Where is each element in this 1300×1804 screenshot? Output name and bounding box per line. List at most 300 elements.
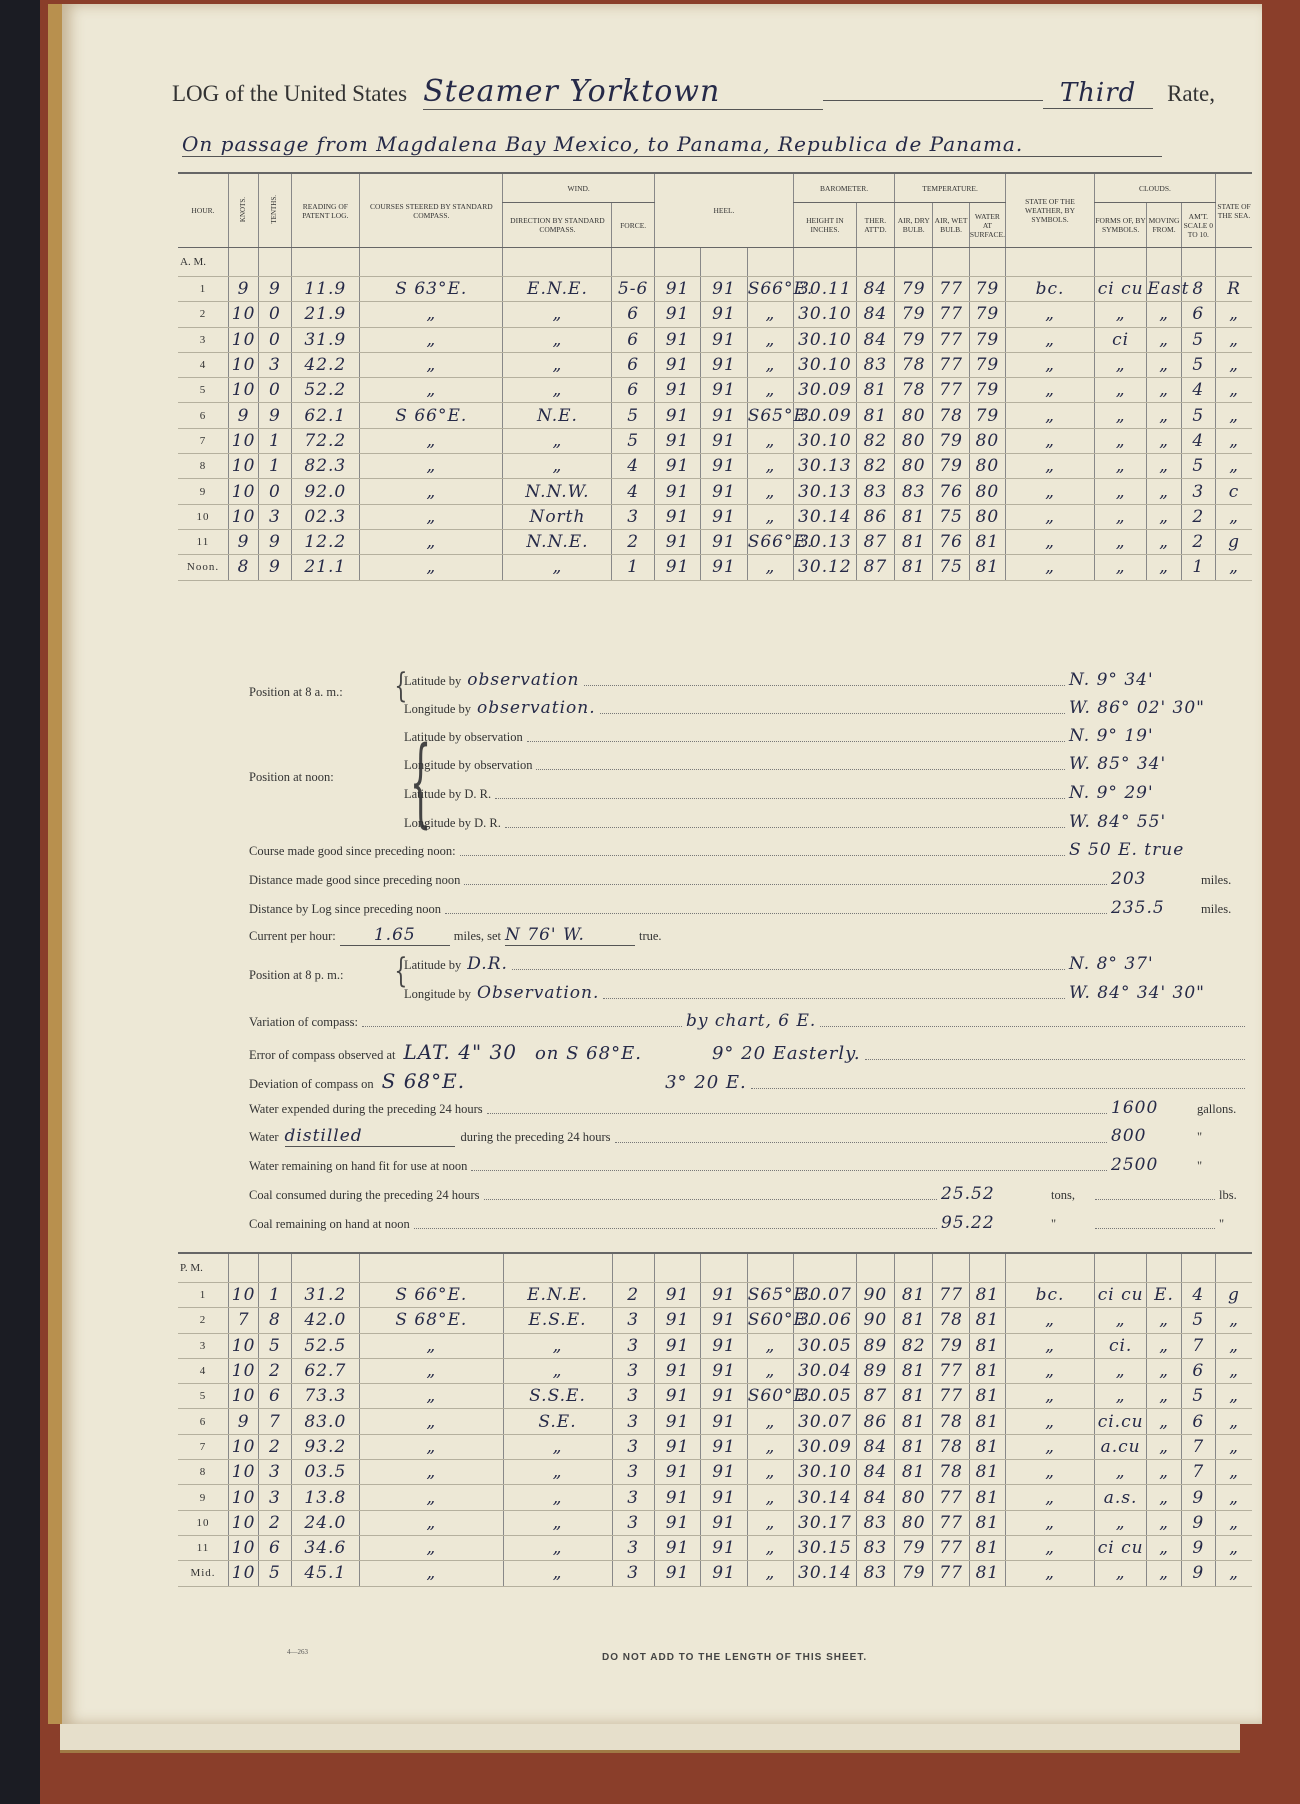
cell-cloud-moving: „ bbox=[1147, 378, 1181, 403]
cell-barometer-ther: 86 bbox=[856, 504, 894, 529]
lat-obs-value: N. 9° 19' bbox=[1069, 726, 1154, 746]
current-label: Current per hour: bbox=[249, 929, 336, 943]
cell-air-wet: 79 bbox=[933, 1333, 969, 1358]
deviation-on: S 68°E. bbox=[381, 1069, 466, 1093]
cell-patent-log: 83.0 bbox=[291, 1409, 360, 1434]
cell-air-dry: 80 bbox=[895, 403, 933, 428]
cell-heel-2: 91 bbox=[701, 277, 747, 302]
cell-air-dry: 79 bbox=[895, 327, 933, 352]
cell-cloud-moving: East bbox=[1147, 277, 1181, 302]
col-weather: STATE OF THE WEATHER, BY SYMBOLS. bbox=[1006, 173, 1095, 248]
cell-hour: 6 bbox=[178, 1409, 228, 1434]
cell-patent-log: 31.9 bbox=[291, 327, 360, 352]
cell-heel-2: 91 bbox=[701, 403, 747, 428]
cell-cloud-amount: 2 bbox=[1181, 529, 1215, 554]
cell-heel-1: 91 bbox=[654, 1535, 700, 1560]
cell-heel-1: 91 bbox=[654, 327, 700, 352]
cell-wind-force: 5-6 bbox=[612, 277, 654, 302]
cell-hour: 1 bbox=[178, 1283, 228, 1308]
cell-cloud-forms: ci cu bbox=[1094, 1535, 1146, 1560]
form-number: 4—263 bbox=[287, 1648, 308, 1656]
cell-hour: Mid. bbox=[178, 1561, 228, 1586]
cell-weather: „ bbox=[1006, 504, 1095, 529]
col-hour: HOUR. bbox=[178, 173, 228, 248]
cell-tenths: 2 bbox=[259, 1434, 291, 1459]
cell-barometer-height: 30.10 bbox=[794, 302, 857, 327]
cell-air-wet: 75 bbox=[933, 504, 969, 529]
cell-heel-2: 91 bbox=[701, 302, 747, 327]
cell-wind-direction: „ bbox=[503, 1434, 612, 1459]
cell-tenths: 6 bbox=[259, 1384, 291, 1409]
cell-heel-3: „ bbox=[747, 1434, 793, 1459]
cell-weather: „ bbox=[1006, 1358, 1095, 1383]
variation-label: Variation of compass: bbox=[249, 1015, 359, 1029]
cell-cloud-forms: ci cu bbox=[1094, 1283, 1146, 1308]
lat-obs-label: Latitude by observation bbox=[404, 730, 523, 744]
cell-knots: 9 bbox=[228, 277, 258, 302]
cell-hour: 7 bbox=[178, 428, 228, 453]
cell-water-temp: 79 bbox=[969, 403, 1005, 428]
cell-air-wet: 77 bbox=[933, 1561, 969, 1586]
log-row bbox=[178, 1535, 1252, 1560]
pm-label: P. M. bbox=[178, 1253, 228, 1283]
cell-air-dry: 79 bbox=[895, 1535, 933, 1560]
cell-knots: 10 bbox=[228, 302, 258, 327]
cell-wind-direction: E.N.E. bbox=[503, 1283, 612, 1308]
lon-dr-label: Longitude by D. R. bbox=[404, 816, 501, 830]
cell-course: „ bbox=[360, 1510, 503, 1535]
cell-cloud-amount: 6 bbox=[1181, 1409, 1215, 1434]
cell-water-temp: 81 bbox=[969, 1434, 1005, 1459]
water-expended-value: 1600 bbox=[1111, 1098, 1159, 1118]
cell-cloud-forms: ci bbox=[1094, 327, 1146, 352]
coal-consumed-value: 25.52 bbox=[941, 1184, 995, 1204]
cell-heel-1: 91 bbox=[654, 1358, 700, 1383]
cell-course: „ bbox=[360, 1535, 503, 1560]
cell-course: „ bbox=[360, 1561, 503, 1586]
lon-obs-label: Longitude by observation bbox=[404, 758, 533, 772]
cell-cloud-forms: „ bbox=[1094, 428, 1146, 453]
cell-heel-2: 91 bbox=[701, 479, 747, 504]
cell-cloud-amount: 5 bbox=[1181, 352, 1215, 377]
cell-air-wet: 77 bbox=[933, 378, 969, 403]
cell-barometer-ther: 89 bbox=[856, 1333, 894, 1358]
cell-knots: 10 bbox=[228, 504, 258, 529]
current-value: 1.65 bbox=[340, 925, 450, 946]
cell-barometer-height: 30.14 bbox=[794, 504, 857, 529]
col-temperature: TEMPERATURE. bbox=[895, 173, 1006, 203]
cell-wind-force: 3 bbox=[612, 504, 654, 529]
cell-patent-log: 02.3 bbox=[291, 504, 360, 529]
cell-heel-3: S65°E. bbox=[747, 403, 793, 428]
cell-weather: „ bbox=[1006, 302, 1095, 327]
cell-water-temp: 80 bbox=[969, 479, 1005, 504]
course-made-good-row bbox=[249, 840, 1249, 860]
cell-barometer-height: 30.17 bbox=[794, 1510, 857, 1535]
course-made-good-label: Course made good since preceding noon: bbox=[249, 844, 456, 858]
cell-cloud-amount: 9 bbox=[1181, 1485, 1215, 1510]
cell-wind-force: 3 bbox=[612, 1485, 654, 1510]
log-row bbox=[178, 1434, 1252, 1459]
cell-cloud-amount: 9 bbox=[1181, 1535, 1215, 1560]
cell-sea-state: „ bbox=[1216, 1358, 1253, 1383]
lon-8am-row bbox=[404, 698, 1249, 718]
cell-sea-state: „ bbox=[1216, 1510, 1253, 1535]
cell-cloud-forms: „ bbox=[1094, 1384, 1146, 1409]
water-distilled-label: during the preceding 24 hours bbox=[460, 1130, 611, 1144]
cell-course: S 66°E. bbox=[360, 403, 503, 428]
cell-hour: 3 bbox=[178, 1333, 228, 1358]
cell-water-temp: 81 bbox=[969, 1561, 1005, 1586]
cell-wind-direction: „ bbox=[503, 1333, 612, 1358]
cell-knots: 10 bbox=[228, 1333, 258, 1358]
cell-heel-3: „ bbox=[747, 1485, 793, 1510]
am-log-table bbox=[178, 172, 1252, 581]
title-prefix: LOG of the United States bbox=[172, 81, 408, 106]
cell-hour: 10 bbox=[178, 1510, 228, 1535]
cell-heel-1: 91 bbox=[654, 403, 700, 428]
cell-heel-1: 91 bbox=[654, 428, 700, 453]
cell-wind-force: 3 bbox=[612, 1409, 654, 1434]
cell-water-temp: 80 bbox=[969, 454, 1005, 479]
cell-wind-direction: N.E. bbox=[503, 403, 612, 428]
water-expended-row bbox=[249, 1098, 1249, 1118]
cell-air-wet: 78 bbox=[933, 1409, 969, 1434]
cell-barometer-ther: 84 bbox=[856, 277, 894, 302]
am-label: A. M. bbox=[178, 248, 228, 277]
cell-sea-state: „ bbox=[1216, 403, 1252, 428]
cell-barometer-height: 30.10 bbox=[794, 327, 857, 352]
cell-hour: Noon. bbox=[178, 555, 228, 580]
cell-air-dry: 81 bbox=[895, 555, 933, 580]
col-sea: STATE OF THE SEA. bbox=[1216, 173, 1252, 248]
cell-heel-1: 91 bbox=[654, 1308, 700, 1333]
cell-cloud-amount: 1 bbox=[1181, 555, 1215, 580]
col-baro-ther: THER. ATT'D. bbox=[856, 203, 894, 248]
vessel-name: Steamer Yorktown bbox=[423, 74, 823, 110]
cell-hour: 9 bbox=[178, 1485, 228, 1510]
cell-heel-2: 91 bbox=[701, 352, 747, 377]
cell-patent-log: 62.7 bbox=[291, 1358, 360, 1383]
cell-weather: „ bbox=[1006, 403, 1095, 428]
log-row bbox=[178, 1561, 1252, 1586]
cell-cloud-amount: 6 bbox=[1181, 1358, 1215, 1383]
cell-barometer-ther: 84 bbox=[856, 1434, 894, 1459]
lon-dr-value: W. 84° 55' bbox=[1069, 812, 1167, 832]
cell-air-dry: 78 bbox=[895, 378, 933, 403]
cell-air-wet: 78 bbox=[933, 1308, 969, 1333]
cell-cloud-moving: „ bbox=[1147, 1308, 1181, 1333]
cell-barometer-height: 30.13 bbox=[794, 454, 857, 479]
cell-wind-direction: „ bbox=[503, 1510, 612, 1535]
cell-wind-direction: „ bbox=[503, 378, 612, 403]
cell-barometer-ther: 90 bbox=[856, 1308, 894, 1333]
lat-8pm-label: Latitude by bbox=[404, 958, 462, 972]
cell-course: „ bbox=[360, 1409, 503, 1434]
cell-cloud-forms: „ bbox=[1094, 504, 1146, 529]
log-row bbox=[178, 327, 1252, 352]
cell-cloud-amount: 4 bbox=[1181, 378, 1215, 403]
page-edge bbox=[60, 1720, 1240, 1753]
col-barometer: BAROMETER. bbox=[794, 173, 895, 203]
col-air-dry: AIR, DRY BULB. bbox=[895, 203, 933, 248]
cell-hour: 10 bbox=[178, 504, 228, 529]
col-wind: WIND. bbox=[503, 173, 654, 203]
compass-error-label: Error of compass observed at bbox=[249, 1048, 396, 1062]
cell-sea-state: „ bbox=[1216, 1384, 1253, 1409]
cell-heel-2: 91 bbox=[701, 327, 747, 352]
cell-heel-2: 91 bbox=[701, 454, 747, 479]
cell-patent-log: 72.2 bbox=[291, 428, 360, 453]
lon-8am-value: W. 86° 02' 30" bbox=[1069, 698, 1206, 718]
lat-8pm-row bbox=[404, 954, 1249, 974]
cell-weather: „ bbox=[1006, 428, 1095, 453]
distance-by-log-row bbox=[249, 898, 1249, 918]
cell-knots: 10 bbox=[228, 1485, 258, 1510]
cell-cloud-moving: „ bbox=[1147, 479, 1181, 504]
cell-air-dry: 79 bbox=[895, 1561, 933, 1586]
cell-barometer-ther: 81 bbox=[856, 378, 894, 403]
cell-hour: 5 bbox=[178, 378, 228, 403]
cell-tenths: 0 bbox=[259, 327, 291, 352]
current-end: true. bbox=[639, 929, 662, 943]
cell-air-dry: 80 bbox=[895, 1485, 933, 1510]
cell-heel-1: 91 bbox=[654, 378, 700, 403]
cell-tenths: 1 bbox=[259, 454, 291, 479]
compass-error-row bbox=[249, 1040, 1249, 1064]
cell-water-temp: 79 bbox=[969, 302, 1005, 327]
cell-heel-2: 91 bbox=[701, 1561, 747, 1586]
cell-patent-log: 03.5 bbox=[291, 1460, 360, 1485]
col-baro-height: HEIGHT IN INCHES. bbox=[794, 203, 857, 248]
cell-wind-force: 2 bbox=[612, 1283, 654, 1308]
current-mid: miles, set bbox=[453, 929, 501, 943]
col-cloud-forms: FORMS OF, BY SYMBOLS. bbox=[1094, 203, 1146, 248]
cell-cloud-amount: 5 bbox=[1181, 403, 1215, 428]
log-row bbox=[178, 1510, 1252, 1535]
cell-hour: 6 bbox=[178, 403, 228, 428]
cell-hour: 11 bbox=[178, 529, 228, 554]
cell-barometer-height: 30.11 bbox=[794, 277, 857, 302]
cell-air-dry: 81 bbox=[895, 1358, 933, 1383]
col-tenths: TENTHS. bbox=[259, 173, 291, 248]
cell-heel-3: S66°E. bbox=[747, 277, 793, 302]
cell-water-temp: 81 bbox=[969, 529, 1005, 554]
cell-air-dry: 79 bbox=[895, 277, 933, 302]
cell-cloud-amount: 5 bbox=[1181, 1308, 1215, 1333]
cell-cloud-amount: 9 bbox=[1181, 1561, 1215, 1586]
cell-weather: „ bbox=[1006, 555, 1095, 580]
cell-barometer-ther: 84 bbox=[856, 1460, 894, 1485]
cell-heel-2: 91 bbox=[701, 1283, 747, 1308]
cell-heel-1: 91 bbox=[654, 529, 700, 554]
lat-8pm-value: N. 8° 37' bbox=[1069, 954, 1154, 974]
cell-weather: „ bbox=[1006, 352, 1095, 377]
deviation-label: Deviation of compass on bbox=[249, 1077, 374, 1091]
cell-water-temp: 80 bbox=[969, 428, 1005, 453]
pos-8pm-label: Position at 8 p. m.: bbox=[249, 968, 344, 982]
cell-heel-1: 91 bbox=[654, 454, 700, 479]
cell-heel-1: 91 bbox=[654, 1460, 700, 1485]
cell-hour: 2 bbox=[178, 1308, 228, 1333]
cell-course: „ bbox=[360, 479, 503, 504]
cell-cloud-amount: 5 bbox=[1181, 454, 1215, 479]
cell-wind-force: 3 bbox=[612, 1460, 654, 1485]
cell-patent-log: 42.0 bbox=[291, 1308, 360, 1333]
col-clouds: CLOUDS. bbox=[1094, 173, 1215, 203]
cell-air-wet: 76 bbox=[933, 479, 969, 504]
cell-air-wet: 75 bbox=[933, 555, 969, 580]
cell-cloud-forms: „ bbox=[1094, 378, 1146, 403]
cell-barometer-height: 30.07 bbox=[794, 1409, 857, 1434]
cell-sea-state: „ bbox=[1216, 1409, 1253, 1434]
cell-patent-log: 12.2 bbox=[291, 529, 360, 554]
cell-air-dry: 83 bbox=[895, 479, 933, 504]
cell-tenths: 9 bbox=[259, 555, 291, 580]
coal-consumed-row bbox=[249, 1184, 1249, 1204]
cell-wind-force: 6 bbox=[612, 352, 654, 377]
cell-water-temp: 81 bbox=[969, 1384, 1005, 1409]
cell-knots: 10 bbox=[228, 327, 258, 352]
log-row bbox=[178, 428, 1252, 453]
log-row bbox=[178, 352, 1252, 377]
cell-heel-2: 91 bbox=[701, 1485, 747, 1510]
cell-course: „ bbox=[360, 555, 503, 580]
water-distilled-method: distilled bbox=[285, 1126, 455, 1147]
cell-hour: 4 bbox=[178, 352, 228, 377]
cell-heel-1: 91 bbox=[654, 1384, 700, 1409]
cell-sea-state: „ bbox=[1216, 302, 1252, 327]
cell-weather: „ bbox=[1006, 1510, 1095, 1535]
ditto-mark: " bbox=[1197, 1130, 1203, 1144]
cell-patent-log: 45.1 bbox=[291, 1561, 360, 1586]
cell-hour: 9 bbox=[178, 479, 228, 504]
cell-heel-3: „ bbox=[747, 504, 793, 529]
cell-cloud-amount: 9 bbox=[1181, 1510, 1215, 1535]
cell-air-wet: 77 bbox=[933, 1384, 969, 1409]
cell-cloud-moving: „ bbox=[1147, 555, 1181, 580]
lat-dr-label: Latitude by D. R. bbox=[404, 787, 492, 801]
cell-water-temp: 79 bbox=[969, 352, 1005, 377]
ditto-mark-2: " bbox=[1197, 1159, 1203, 1173]
cell-heel-1: 91 bbox=[654, 302, 700, 327]
pm-log-table bbox=[178, 1252, 1252, 1587]
cell-cloud-forms: ci cu bbox=[1094, 277, 1146, 302]
cell-sea-state: „ bbox=[1216, 1535, 1253, 1560]
cell-air-wet: 77 bbox=[933, 327, 969, 352]
col-wind-force: FORCE. bbox=[612, 203, 654, 248]
cell-sea-state: „ bbox=[1216, 555, 1252, 580]
log-title-line bbox=[172, 74, 1262, 110]
cell-water-temp: 81 bbox=[969, 1535, 1005, 1560]
cell-water-temp: 81 bbox=[969, 1333, 1005, 1358]
cell-cloud-forms: „ bbox=[1094, 555, 1146, 580]
cell-tenths: 6 bbox=[259, 1535, 291, 1560]
cell-barometer-ther: 82 bbox=[856, 454, 894, 479]
cell-air-wet: 77 bbox=[933, 1510, 969, 1535]
cell-hour: 4 bbox=[178, 1358, 228, 1383]
cell-wind-direction: „ bbox=[503, 1561, 612, 1586]
cell-weather: „ bbox=[1006, 1384, 1095, 1409]
cell-barometer-ther: 84 bbox=[856, 327, 894, 352]
log-row bbox=[178, 529, 1252, 554]
cell-air-wet: 77 bbox=[933, 1358, 969, 1383]
cell-weather: „ bbox=[1006, 479, 1095, 504]
cell-wind-direction: „ bbox=[503, 302, 612, 327]
cell-wind-direction: S.S.E. bbox=[503, 1384, 612, 1409]
cell-heel-1: 91 bbox=[654, 1434, 700, 1459]
cell-water-temp: 80 bbox=[969, 504, 1005, 529]
cell-heel-2: 91 bbox=[701, 529, 747, 554]
cell-air-wet: 78 bbox=[933, 403, 969, 428]
current-row bbox=[249, 925, 662, 946]
cell-barometer-height: 30.09 bbox=[794, 403, 857, 428]
cell-water-temp: 81 bbox=[969, 1485, 1005, 1510]
cell-patent-log: 11.9 bbox=[291, 277, 360, 302]
cell-air-wet: 76 bbox=[933, 529, 969, 554]
cell-air-wet: 78 bbox=[933, 1434, 969, 1459]
cell-patent-log: 92.0 bbox=[291, 479, 360, 504]
cell-tenths: 7 bbox=[259, 1409, 291, 1434]
cell-cloud-amount: 8 bbox=[1181, 277, 1215, 302]
cell-barometer-ther: 89 bbox=[856, 1358, 894, 1383]
variation-row bbox=[249, 1011, 1249, 1031]
cell-heel-2: 91 bbox=[701, 378, 747, 403]
cell-wind-direction: „ bbox=[503, 1460, 612, 1485]
cell-weather: „ bbox=[1006, 529, 1095, 554]
cell-heel-1: 91 bbox=[654, 1409, 700, 1434]
cell-weather: „ bbox=[1006, 454, 1095, 479]
cell-barometer-height: 30.06 bbox=[794, 1308, 857, 1333]
cell-heel-3: „ bbox=[747, 428, 793, 453]
lat-dr-value: N. 9° 29' bbox=[1069, 783, 1154, 803]
cell-tenths: 3 bbox=[259, 1460, 291, 1485]
log-row bbox=[178, 1333, 1252, 1358]
lon-obs-row bbox=[404, 754, 1249, 774]
cell-knots: 9 bbox=[228, 403, 258, 428]
cell-heel-3: „ bbox=[747, 1460, 793, 1485]
lon-8pm-label: Longitude by bbox=[404, 987, 472, 1001]
cell-tenths: 3 bbox=[259, 504, 291, 529]
cell-patent-log: 52.2 bbox=[291, 378, 360, 403]
cell-weather: „ bbox=[1006, 1409, 1095, 1434]
cell-water-temp: 79 bbox=[969, 327, 1005, 352]
cell-tenths: 1 bbox=[259, 1283, 291, 1308]
water-distilled-row bbox=[249, 1126, 1249, 1147]
cell-knots: 7 bbox=[228, 1308, 258, 1333]
cell-knots: 10 bbox=[228, 352, 258, 377]
log-row bbox=[178, 555, 1252, 580]
passage-text: On passage from Magdalena Bay Mexico, to Panama, Republica de Panama. bbox=[182, 132, 1162, 157]
col-cloud-moving: MOVING FROM. bbox=[1147, 203, 1181, 248]
cell-weather: „ bbox=[1006, 1535, 1095, 1560]
cell-air-wet: 77 bbox=[933, 302, 969, 327]
lat-8am-row bbox=[404, 670, 1249, 690]
cell-heel-2: 91 bbox=[701, 1308, 747, 1333]
cell-hour: 5 bbox=[178, 1384, 228, 1409]
cell-heel-2: 91 bbox=[701, 1358, 747, 1383]
cell-barometer-height: 30.09 bbox=[794, 378, 857, 403]
cell-wind-direction: „ bbox=[503, 428, 612, 453]
lat-obs-row bbox=[404, 726, 1249, 746]
cell-barometer-ther: 87 bbox=[856, 1384, 894, 1409]
cell-air-wet: 77 bbox=[933, 1485, 969, 1510]
passage-line bbox=[182, 132, 1182, 157]
log-row bbox=[178, 1384, 1252, 1409]
cell-air-dry: 81 bbox=[895, 529, 933, 554]
cell-patent-log: 42.2 bbox=[291, 352, 360, 377]
gallons-unit: gallons. bbox=[1197, 1102, 1237, 1116]
